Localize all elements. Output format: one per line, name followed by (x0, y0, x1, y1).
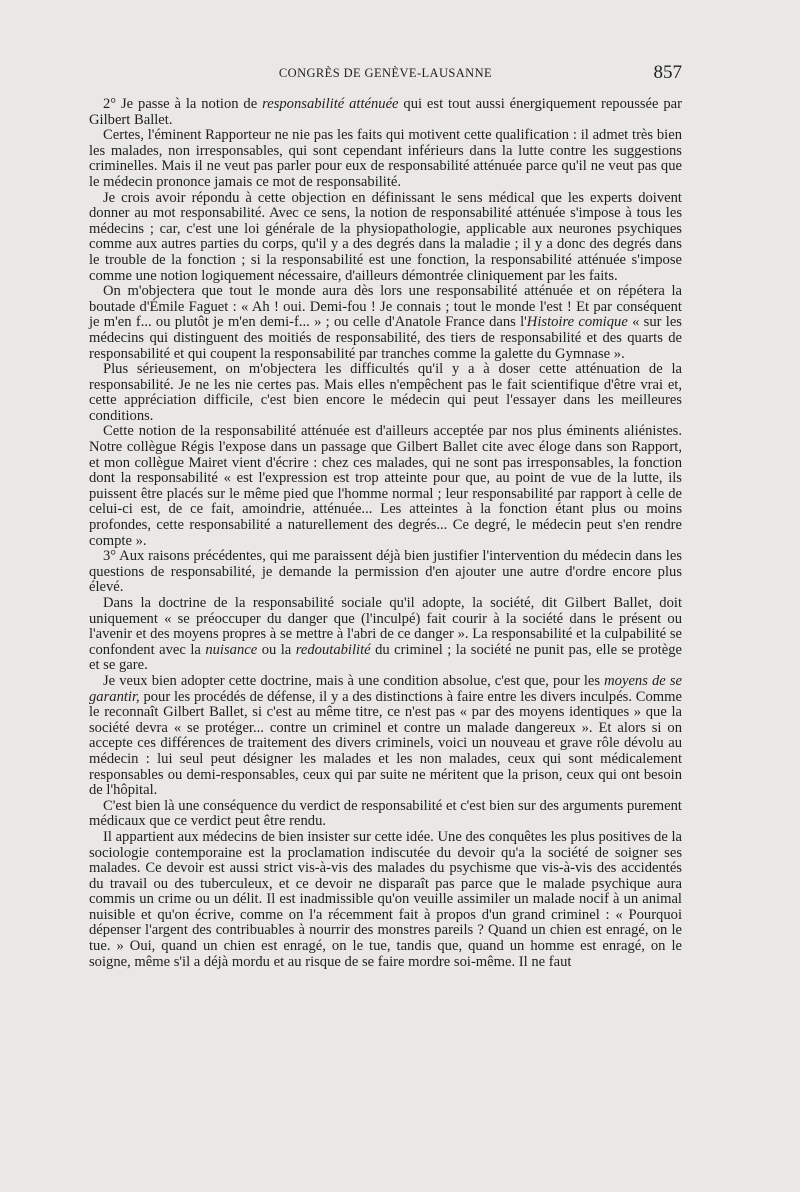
paragraph (89, 128, 682, 190)
paragraph (89, 362, 682, 424)
text-run: On m'objectera que tout le monde aura dès lors une responsabilité atténuée et on répétera la boutade d'Émile Faguet : « Ah ! oui. Demi-fou ! Je connais ; tout le monde l'est ! Et par conséquent je m'en f... ou plutôt je m'en demi-f... » ; ou celle d'Anatole France dans l' (89, 283, 682, 331)
text-run: Certes, l'éminent Rapporteur ne nie pas les faits qui motivent cette qualification : il admet très bien les malades, non irresponsables, qui sont cependant inférieurs dans la lutte contre les suggestions criminelles. Mais il ne veut pas parler pour eux de responsabilité atténuée parce qu'il ne veut pas que le médecin prononce jamais ce mot de responsabilité. (89, 127, 682, 190)
running-title: CONGRÈS DE GENÈVE-LAUSANNE (278, 66, 493, 80)
paragraph (89, 830, 682, 970)
page-number: 857 (653, 62, 682, 83)
text-run: ou la (257, 641, 296, 658)
text-run: qui est tout aussi énergiquement repoussée par Gilbert Ballet. (89, 96, 683, 128)
text-run: « sur les médecins qui distinguent des moitiés de responsabilité, des tiers de responsabilité et des quarts de responsabilité et qui coupent la responsabilité par tranches comme la galette du Gymnase ». (89, 314, 682, 362)
paragraph (89, 674, 682, 799)
body-text (89, 97, 682, 970)
text-run: 2° Je passe à la notion de (103, 96, 263, 112)
paragraph (89, 596, 682, 674)
page-header (89, 62, 682, 86)
text-run: du criminel ; la société ne punit pas, elle se protège et se gare. (89, 641, 682, 674)
paragraph (89, 97, 682, 128)
text-run: C'est bien là une conséquence du verdict de responsabilité et c'est bien sur des arguments purement médicaux que ce verdict peut être rendu. (89, 797, 682, 830)
text-run: Plus sérieusement, on m'objectera les difficultés qu'il y a à doser cette atténuation de la responsabilité. Je ne les nie certes pas. Mais elles n'empêchent pas le fait scientifique d'être vrai et, cette appréciation difficile, c'est bien encore le médecin qui peut l'essayer dans les meilleures conditions. (89, 361, 682, 424)
italic-text: redoutabilité (295, 641, 371, 658)
text-run: Dans la doctrine de la responsabilité sociale qu'il adopte, la société, dit Gilbert Ballet, doit uniquement « se préoccuper du danger que (l'inculpé) fait courir à la société dans le présent ou l'avenir et des moyens propres à se mettre à l'abri de ce danger ». La responsabilité et la culpabilité se confondent avec la (89, 595, 682, 658)
italic-text: Histoire comique (526, 314, 628, 331)
text-run: Je crois avoir répondu à cette objection en définissant le sens médical que les experts doivent donner au mot responsabilité. Avec ce sens, la notion de responsabilité atténuée s'impose à tous les médecins ; car, c'est une loi générale de la physiopathologie, applicable aux neurones psychiques comme aux autres parties du corps, qu'il y a des degrés dans la maladie ; il y a donc des degrés dans le trouble de la fonction ; si la responsabilité est une fonction, la responsabilité atténuée s'impose comme une notion logiquement nécessaire, d'ailleurs démontrée cliniquement par les faits. (89, 189, 682, 284)
paragraph (89, 799, 682, 830)
paragraph (89, 191, 682, 285)
text-run: pour les procédés de défense, il y a des distinctions à faire entre les divers inculpés. Comme le reconnaît Gilbert Ballet, si c'est au même titre, ce n'est pas « par des moyens identiques » que la société devra « se protéger... contre un criminel et contre un malade dangereux ». Et alors si on accepte ces différences de traitement des divers criminels, voici un nouveau et grave rôle dévolu au médecin : lui seul peut désigner les malades et les non malades, ceux qui sont médicalement responsables ou demi-responsables, ceux qui par suite ne méritent que la prison, ceux qui ont besoin de l'hôpital. (89, 688, 682, 799)
italic-text: moyens de se garantir, (89, 672, 683, 705)
paragraph (89, 284, 682, 362)
text-run: Je veux bien adopter cette doctrine, mais à une condition absolue, c'est que, pour les (103, 672, 605, 689)
paragraph (89, 424, 682, 549)
italic-text: nuisance (205, 641, 258, 658)
italic-text: responsabilité atténuée (262, 96, 399, 112)
text-run: 3° Aux raisons précédentes, qui me paraissent déjà bien justifier l'intervention du médecin dans les questions de responsabilité, je demande la permission d'en ajouter une autre d'ordre encore plus élevé. (89, 548, 682, 596)
text-run: Cette notion de la responsabilité atténuée est d'ailleurs acceptée par nos plus éminents aliénistes. Notre collègue Régis l'expose dans un passage que Gilbert Ballet cite avec éloge dans son Rapport, et mon collègue Mairet vient d'écrire : chez ces malades, qui ne sont pas irresponsables, la fonction dont la responsabilité « est l'expression est trop atteinte pour que, au point de vue de la lutte, ils puissent être placés sur le même pied que l'homme normal ; leur responsabilité par rapport à celle de celui-ci est, de ce fait, amoindrie, atténuée... Les atteintes à la fonction étant plus ou moins profondes, cette responsabilité a naturellement des degrés... Ce degré, le médecin peut s'en rendre compte ». (89, 423, 682, 549)
paragraph (89, 549, 682, 596)
text-run: Il appartient aux médecins de bien insister sur cette idée. Une des conquêtes les plus positives de la sociologie contemporaine est la proclamation indiscutée du devoir qu'a la société de soigner ses malades. Ce devoir est aussi strict vis-à-vis des malades du psychisme que vis-à-vis des accidentés du travail ou des tuberculeux, et ce devoir ne disparaît pas parce que le malade psychique aura commis un crime ou un délit. Il est inadmissible qu'on veuille assimiler un malade nocif à un animal nuisible et qu'on écrive, comme on l'a récemment fait à propos d'un grand criminel : « Pourquoi dépenser l'argent des contribuables à nourrir des monstres pareils ? Quand un chien est enragé, on le tue. » Oui, quand un chien est enragé, on le tue, tandis que, quand un homme est enragé, on le soigne, même s'il a déjà mordu et au risque de se faire mordre soi-même. Il ne faut (89, 828, 682, 970)
